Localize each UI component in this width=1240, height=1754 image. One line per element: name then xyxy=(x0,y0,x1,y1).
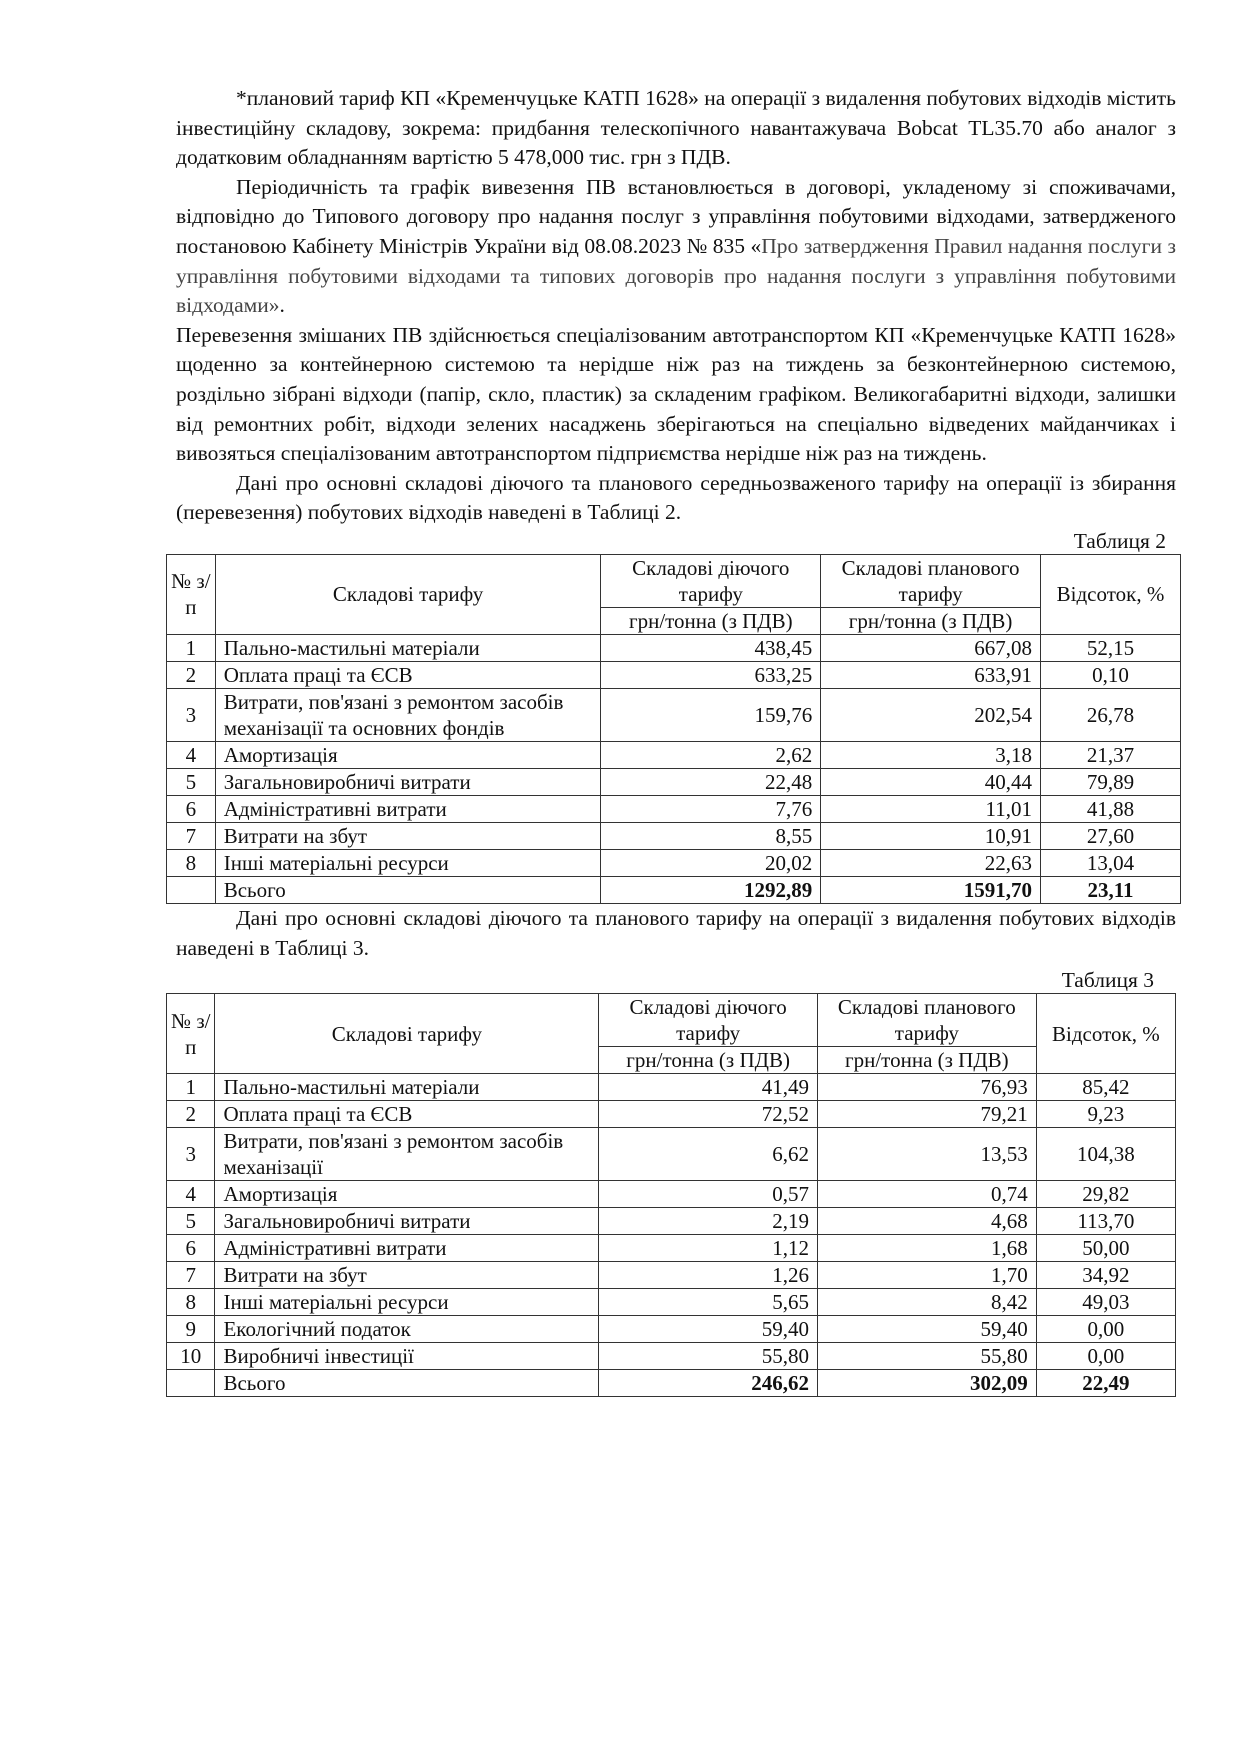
table2-caption: Таблиця 2 xyxy=(1073,528,1166,553)
col-planned-header: Складові планового тарифу xyxy=(821,554,1041,607)
table3-caption: Таблиця 3 xyxy=(1061,968,1154,993)
col-current-unit: грн/тонна (з ПДВ) xyxy=(601,607,821,634)
table-row: 5 Загальновиробничі витрати 2,19 4,68 113,70 xyxy=(167,1208,1176,1235)
table-row: 5 Загальновиробничі витрати 22,48 40,44 79,89 xyxy=(167,768,1181,795)
col-name-header: Складові тарифу xyxy=(215,994,599,1074)
paragraph-transport: Перевезення змішаних ПВ здійснюється спеціалізованим автотранспортом КП «Кременчуцьке КАТП 1628» щоденно за контейнерною системою та нерідше ніж раз на тиждень за безконтейнерною системою, роздільно зібрані відходи (папір, скло, пластик) за складеним графіком. Великогабаритні відходи, залишки від ремонтних робіт, відходи зелених насаджень зберігаються на спеціально відведених майданчиках і вивозяться спеціалізованим автотранспортом підприємства нерідше ніж раз на тиждень. xyxy=(176,322,1176,466)
col-current-header: Складові діючого тарифу xyxy=(599,994,818,1047)
col-current-header: Складові діючого тарифу xyxy=(601,554,821,607)
paragraph-table2-intro: Дані про основні складові діючого та планового середньозваженого тарифу на операції із збирання (перевезення) побутових відходів наведені в Таблиці 2. xyxy=(176,470,1176,525)
table-total-row: Всього 1292,89 1591,70 23,11 xyxy=(167,876,1181,903)
col-planned-unit: грн/тонна (з ПДВ) xyxy=(821,607,1041,634)
col-num-header: № з/п xyxy=(167,554,216,634)
col-percent-header: Відсоток, % xyxy=(1036,994,1175,1074)
col-num-header: № з/п xyxy=(167,994,215,1074)
table-row: 8 Інші матеріальні ресурси 5,65 8,42 49,03 xyxy=(167,1289,1176,1316)
table-row: 9 Екологічний податок 59,40 59,40 0,00 xyxy=(167,1316,1176,1343)
table-row: 1 Пально-мастильні матеріали 41,49 76,93 85,42 xyxy=(167,1074,1176,1101)
table-2 xyxy=(166,554,1181,904)
col-percent-header: Відсоток, % xyxy=(1041,554,1181,634)
table-row: 3 Витрати, пов'язані з ремонтом засобів механізації та основних фондів 159,76 202,54 26,78 xyxy=(167,688,1181,741)
table-row: 3 Витрати, пов'язані з ремонтом засобів механізації 6,62 13,53 104,38 xyxy=(167,1128,1176,1181)
table-row: 4 Амортизація 0,57 0,74 29,82 xyxy=(167,1181,1176,1208)
table-row: 6 Адміністративні витрати 7,76 11,01 41,88 xyxy=(167,795,1181,822)
paragraph-table3-intro: Дані про основні складові діючого та планового тарифу на операції з видалення побутових відходів наведені в Таблиці 3. xyxy=(176,905,1176,960)
paragraph-schedule: Періодичність та графік вивезення ПВ встановлюється в договорі, укладеному зі споживачами, відповідно до Типового договору про надання послуг з управління побутовими відходами, затвердженого постановою Кабінету Міністрів України від 08.08.2023 № 835 «Про затвердження Правил надання послуги з управління побутовими відходами та типових договорів про надання послуги з управління побутовими відходами». xyxy=(176,174,1176,318)
table-row: 7 Витрати на збут 1,26 1,70 34,92 xyxy=(167,1262,1176,1289)
table-row: 7 Витрати на збут 8,55 10,91 27,60 xyxy=(167,822,1181,849)
table-row: 8 Інші матеріальні ресурси 20,02 22,63 13,04 xyxy=(167,849,1181,876)
col-name-header: Складові тарифу xyxy=(215,554,601,634)
table-row: 1 Пально-мастильні матеріали 438,45 667,08 52,15 xyxy=(167,634,1181,661)
table-row: 10 Виробничі інвестиції 55,80 55,80 0,00 xyxy=(167,1343,1176,1370)
col-planned-unit: грн/тонна (з ПДВ) xyxy=(817,1047,1036,1074)
table-row: 4 Амортизація 2,62 3,18 21,37 xyxy=(167,741,1181,768)
table-row: 6 Адміністративні витрати 1,12 1,68 50,00 xyxy=(167,1235,1176,1262)
table-row: 2 Оплата праці та ЄСВ 72,52 79,21 9,23 xyxy=(167,1101,1176,1128)
col-planned-header: Складові планового тарифу xyxy=(817,994,1036,1047)
document-page xyxy=(171,84,1176,1397)
table-3 xyxy=(166,993,1176,1397)
resolution-title: Про затвердження Правил надання послуги з управління побутовими відходами та типових договорів про надання послуги з управління побутовими відходами» xyxy=(176,233,1176,318)
table-row: 2 Оплата праці та ЄСВ 633,25 633,91 0,10 xyxy=(167,661,1181,688)
schedule-text: Періодичність та графік вивезення ПВ встановлюється в договорі, укладеному зі споживачами, відповідно до Типового договору про надання послуг з управління побутовими відходами, затвердженого постановою Кабінету Міністрів України від 08.08.2023 № 835 « xyxy=(176,174,1176,258)
col-current-unit: грн/тонна (з ПДВ) xyxy=(599,1047,818,1074)
paragraph-investment-note: *плановий тариф КП «Кременчуцьке КАТП 1628» на операції з видалення побутових відходів містить інвестиційну складову, зокрема: придбання телескопічного навантажувача Bobcat TL35.70 або аналог з додатковим обладнанням вартістю 5 478,000 тис. грн з ПДВ. xyxy=(176,86,1176,170)
table-total-row: Всього 246,62 302,09 22,49 xyxy=(167,1370,1176,1397)
